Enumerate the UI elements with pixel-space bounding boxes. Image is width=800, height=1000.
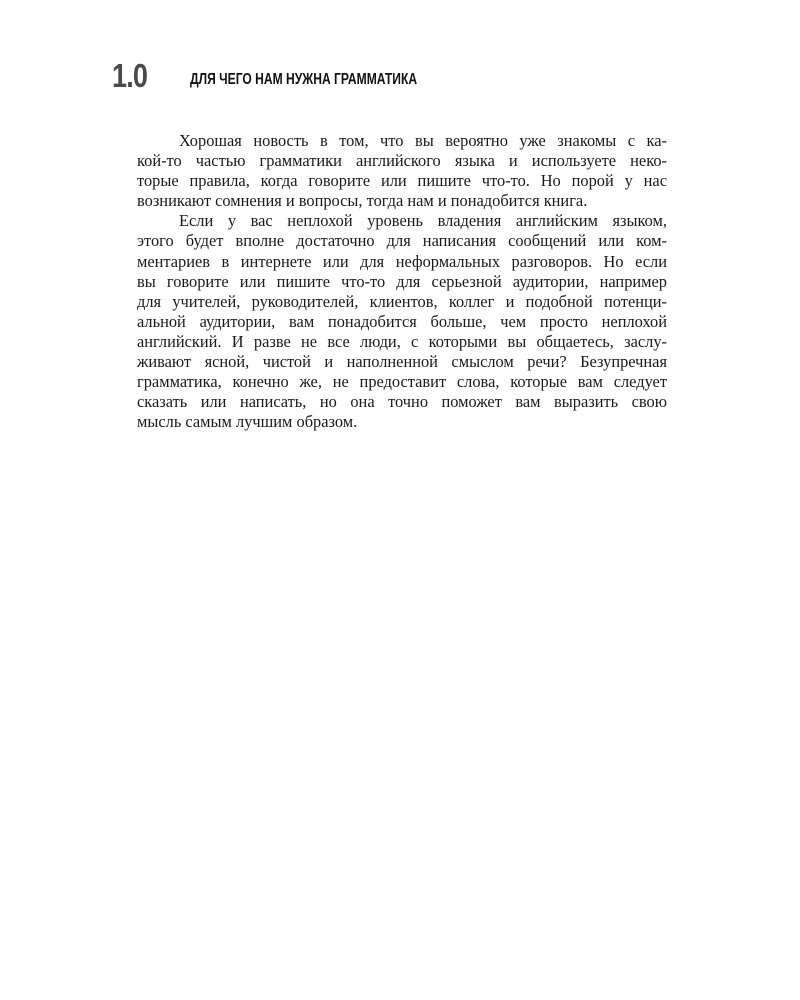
text-line: Хорошая новость в том, что вы вероятно уже знакомы с ка- [179,131,667,150]
text-line: мысль самым лучшим образом. [137,412,358,432]
chapter-title: ДЛЯ ЧЕГО НАМ НУЖНА ГРАММАТИКА [190,71,418,88]
text-line: сказать или написать, но она точно поможет вам выразить свою [137,392,667,412]
paragraph-2 [137,211,667,432]
text-line: вы говорите или пишите что-то для серьезной аудитории, например [137,271,667,291]
paragraph-1 [137,131,667,211]
section-number: 1.0 [112,57,148,94]
text-line: для учителей, руководителей, клиентов, коллег и подобной потенци- [137,291,667,311]
text-line: альной аудитории, вам понадобится больше, чем просто неплохой [137,311,667,331]
text-line: кой-то частью грамматики английского языка и используете неко- [137,151,667,171]
text-line: ментариев в интернете или для неформальных разговоров. Но если [137,251,667,271]
text-line: торые правила, когда говорите или пишите что-то. Но порой у нас [137,171,667,191]
text-line: этого будет вполне достаточно для написания сообщений или ком- [137,231,667,251]
text-line: Если у вас неплохой уровень владения английским языком, [179,211,667,231]
text-line: английский. И разве не все люди, с которыми вы общаетесь, заслу- [137,331,667,351]
text-line: грамматика, конечно же, не предоставит слова, которые вам следует [137,372,667,392]
text-line: живают ясной, чистой и наполненной смыслом речи? Безупречная [137,352,667,372]
body-text [137,131,667,432]
text-line: возникают сомнения и вопросы, тогда нам и понадобится книга. [137,191,588,211]
